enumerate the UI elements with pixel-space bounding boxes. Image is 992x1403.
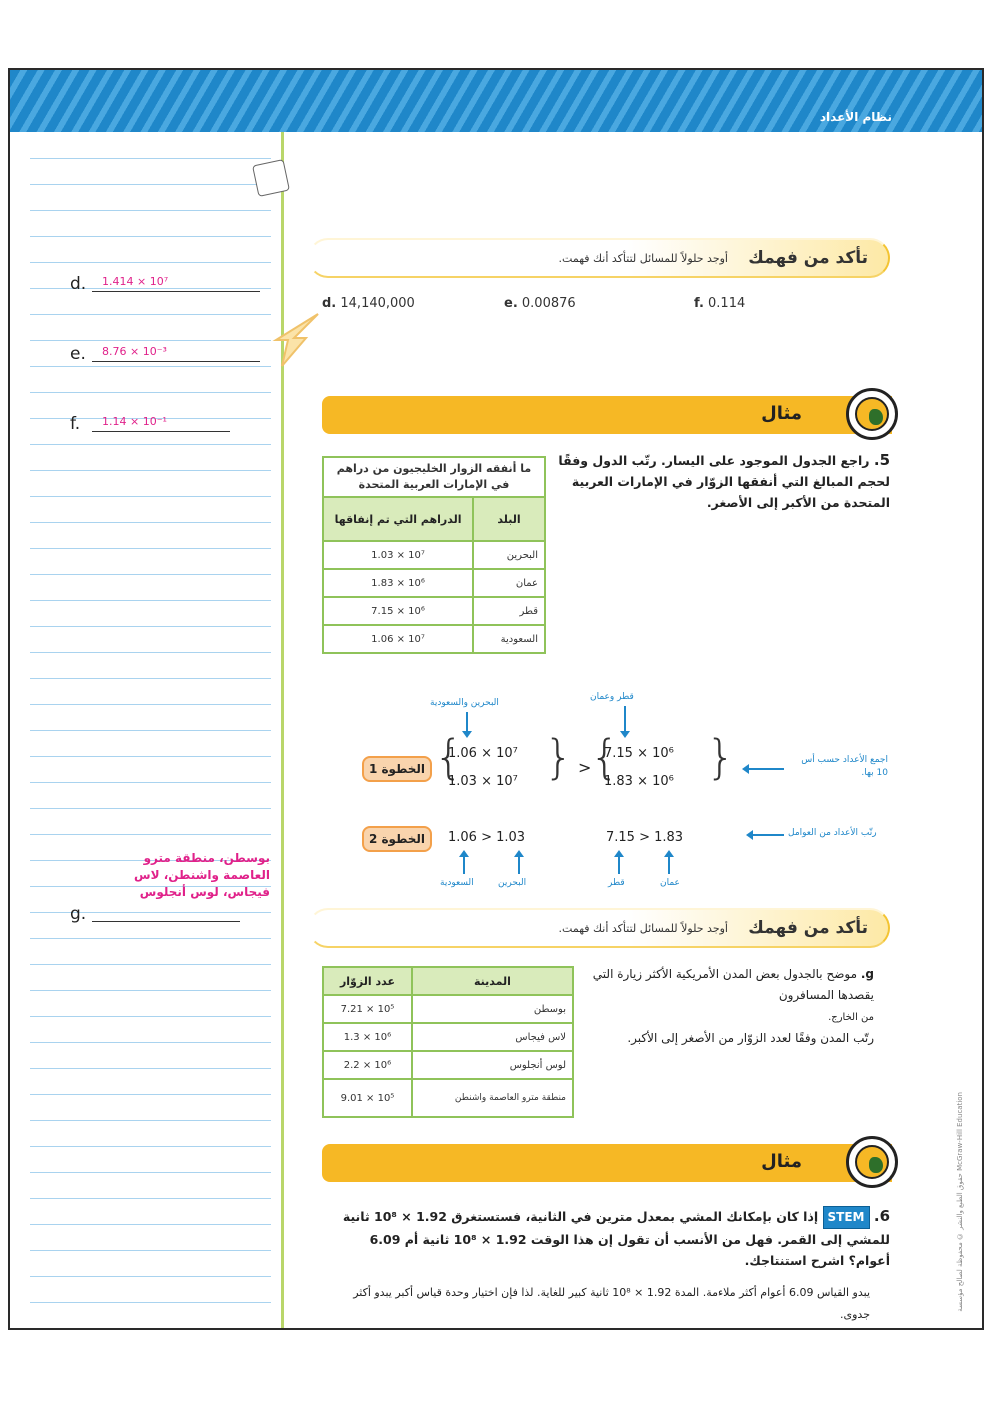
step1-left-top: 1.06 × 10⁷ bbox=[448, 746, 518, 761]
check-subtitle: أوجد حلولاً للمسائل لتتأكد أنك فهمت. bbox=[558, 922, 728, 935]
table-row: عمان 1.83 × 10⁶ bbox=[323, 569, 545, 597]
arrow-left-icon bbox=[752, 834, 784, 836]
answer-g[interactable] bbox=[70, 894, 240, 924]
table-row: لاس فيجاس 1.3 × 10⁶ bbox=[323, 1023, 573, 1051]
answer-letter: d. bbox=[70, 274, 87, 294]
example-title: مثال bbox=[761, 1151, 802, 1172]
notebook-panel bbox=[10, 132, 284, 1330]
col-header: عدد الزوّار bbox=[323, 967, 412, 995]
item-f[interactable]: f. 0.114 bbox=[694, 296, 746, 311]
arrow-down-icon bbox=[624, 706, 626, 732]
step2-left: 1.06 > 1.03 bbox=[448, 830, 526, 845]
arrow-left-icon bbox=[748, 768, 784, 770]
check-understanding-2 bbox=[308, 908, 890, 948]
example-5-text: 5. راجع الجدول الموجود على اليسار. رتّب الدول وفقًا لحجم المبالغ التي أنفقها الزوّار في الإمارات العربية المتحدة من الأكبر إلى الأصغر. bbox=[558, 451, 890, 510]
step1-left-bottom: 1.03 × 10⁷ bbox=[448, 774, 518, 789]
step1-label-left: البحرين والسعودية bbox=[430, 698, 499, 708]
answer-g-note: بوسطن، منطقة مترو العاصمة واشنطن، لاس فيجاس، لوس أنجلوس bbox=[134, 851, 270, 899]
table-row: قطر 7.15 × 10⁶ bbox=[323, 597, 545, 625]
main-content bbox=[288, 132, 982, 1330]
arrow-up-icon bbox=[668, 856, 670, 874]
check-2-text: g. موضح بالجدول بعض المدن الأمريكية الأكثر زيارة التي يقصدها المسافرون من الخارج. رتّب المدن وفقًا لعدد الزوّار من الأصغر إلى الأكبر. bbox=[592, 967, 874, 1045]
chapter-title: نظام الأعداد bbox=[819, 110, 892, 124]
col-header: المدينة bbox=[412, 967, 573, 995]
example-6-text: 6. STEM إذا كان بإمكانك المشي بمعدل مترين في الثانية، فستستغرق 1.92 × 10⁸ ثانية للمشي إلى القمر. فهل من الأنسب أن تقول إن هذا الوقت 1.92 × 10⁸ ثانية أم 6.09 أعوام؟ اشرح استنتاجك. bbox=[342, 1207, 890, 1268]
arrow-up-icon bbox=[618, 856, 620, 874]
table-row: البحرين 1.03 × 10⁷ bbox=[323, 541, 545, 569]
example-6-answer: يبدو القياس 6.09 أعوام أكثر ملاءمة. المدة 1.92 × 10⁸ ثانية كبير للغاية. لذا فإن اختيار وحدة قياس أكبر يبدو أكثر جدوى. bbox=[353, 1286, 870, 1321]
arrow-up-icon bbox=[518, 856, 520, 874]
table-row: السعودية 1.06 × 10⁷ bbox=[323, 625, 545, 653]
step2-note: رتّب الأعداد من العوامل bbox=[788, 828, 877, 838]
answer-letter: f. bbox=[70, 414, 81, 434]
example-6-header bbox=[322, 1144, 892, 1182]
item-d[interactable]: d. 14,140,000 bbox=[322, 296, 415, 311]
answer-value: 1.14 × 10⁻¹ bbox=[102, 415, 167, 428]
check-title: تأكد من فهمك bbox=[748, 918, 868, 938]
step1-operator: > bbox=[578, 758, 592, 777]
answer-d[interactable] bbox=[70, 264, 260, 294]
example-title: مثال bbox=[761, 403, 802, 424]
step1-note: اجمع الأعداد حسب أس 10 بها. bbox=[801, 755, 888, 778]
step1-right-bottom: 1.83 × 10⁶ bbox=[604, 774, 674, 789]
answer-letter: e. bbox=[70, 344, 86, 364]
col-header: البلد bbox=[473, 497, 545, 541]
step2-label: السعودية bbox=[440, 878, 474, 888]
arrow-up-icon bbox=[463, 856, 465, 874]
visitors-table bbox=[322, 966, 574, 1118]
arrow-down-icon bbox=[466, 712, 468, 732]
answer-line bbox=[92, 431, 230, 433]
globe-icon bbox=[846, 388, 898, 440]
answer-e[interactable] bbox=[70, 334, 260, 364]
table-row: منطقة مترو العاصمة واشنطن 9.01 × 10⁵ bbox=[323, 1079, 573, 1117]
step1-label-right: قطر وعمان bbox=[590, 692, 634, 702]
copyright-note: حقوق الطبع والنشر © محفوظة لصالح مؤسسة McGraw-Hill Education bbox=[956, 1092, 964, 1312]
answer-line bbox=[92, 921, 240, 923]
brace-right: } bbox=[706, 730, 736, 784]
step2-right: 7.15 > 1.83 bbox=[606, 830, 684, 845]
col-header: الدراهم التي تم إنفاقها bbox=[323, 497, 473, 541]
answer-value: 8.76 × 10⁻³ bbox=[102, 345, 167, 358]
check-understanding-1 bbox=[308, 238, 890, 278]
item-e[interactable]: e. 0.00876 bbox=[504, 296, 576, 311]
answer-f[interactable] bbox=[70, 404, 230, 434]
table-row: بوسطن 7.21 × 10⁵ bbox=[323, 995, 573, 1023]
answer-letter: g. bbox=[70, 904, 87, 924]
spending-table bbox=[322, 456, 546, 654]
step2-label: عمان bbox=[660, 878, 680, 888]
step1-right-top: 7.15 × 10⁶ bbox=[604, 746, 674, 761]
step-2-badge: الخطوة 2 bbox=[362, 826, 432, 852]
notebook-icon bbox=[252, 159, 290, 197]
brace-right: } bbox=[544, 730, 574, 784]
globe-icon bbox=[846, 1136, 898, 1188]
brace-left: { bbox=[434, 730, 464, 784]
answer-line bbox=[92, 361, 260, 363]
step2-label: قطر bbox=[608, 878, 625, 888]
stem-badge: STEM bbox=[823, 1206, 870, 1229]
brace-left: { bbox=[590, 730, 620, 784]
check-subtitle: أوجد حلولاً للمسائل لتتأكد أنك فهمت. bbox=[558, 252, 728, 265]
example-5-header bbox=[322, 396, 892, 434]
answer-value: 1.414 × 10⁷ bbox=[102, 275, 169, 288]
header-banner bbox=[10, 70, 982, 132]
table-row: لوس أنجلوس 2.2 × 10⁶ bbox=[323, 1051, 573, 1079]
check-title: تأكد من فهمك bbox=[748, 248, 868, 268]
page-frame bbox=[8, 68, 984, 1330]
step2-label: البحرين bbox=[498, 878, 527, 888]
table-caption: ما أنفقه الزوار الخليجيون من دراهم في الإمارات العربية المتحدة bbox=[323, 457, 545, 497]
step-1-badge: الخطوة 1 bbox=[362, 756, 432, 782]
answer-line bbox=[92, 291, 260, 293]
check-items bbox=[322, 296, 882, 316]
